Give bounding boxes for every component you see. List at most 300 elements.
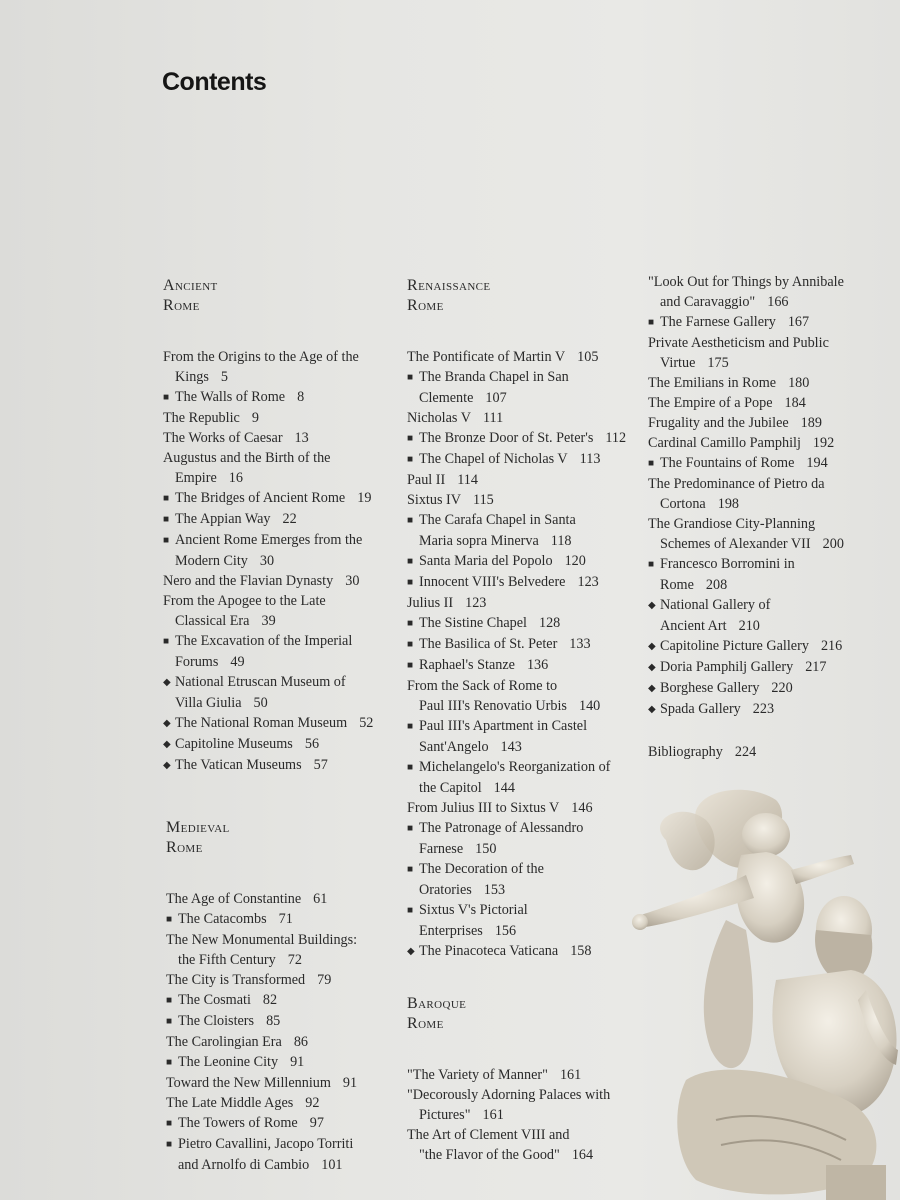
section-title-line: Ancient bbox=[163, 277, 218, 294]
toc-entry-line bbox=[166, 1052, 396, 1073]
toc-entry-text: The Chapel of Nicholas V bbox=[419, 451, 568, 467]
page-number: 161 bbox=[482, 1107, 504, 1123]
toc-entry-text: Pictures" bbox=[419, 1107, 471, 1123]
page-number: 217 bbox=[805, 659, 827, 675]
diamond-bullet-icon: ◆ bbox=[648, 683, 656, 694]
page-number: 61 bbox=[313, 891, 328, 907]
toc-entry-the-fountains-of-rome[interactable] bbox=[648, 453, 888, 474]
toc-entry-text: The Walls of Rome bbox=[175, 389, 286, 405]
toc-entry-text: National Etruscan Museum of bbox=[175, 674, 346, 690]
toc-entry-line bbox=[407, 593, 647, 613]
toc-entry-bibliography[interactable] bbox=[648, 742, 888, 762]
page-number: 140 bbox=[578, 698, 601, 714]
page-number: 5 bbox=[220, 369, 228, 385]
page-number: 19 bbox=[357, 490, 372, 506]
toc-entry-text: Toward the New Millennium bbox=[166, 1075, 331, 1091]
toc-entry-doria-pamphilj-gallery[interactable] bbox=[648, 657, 888, 678]
toc-entry-text: Ancient Art bbox=[660, 618, 727, 634]
square-bullet-icon: ■ bbox=[648, 317, 655, 328]
page-number: 79 bbox=[317, 972, 332, 988]
square-bullet-icon: ■ bbox=[166, 1057, 173, 1068]
toc-entry-the-patronage-of-alessandro[interactable] bbox=[407, 818, 647, 859]
toc-entry-line bbox=[648, 699, 888, 720]
toc-entry-from-the-sack-of-rome-to[interactable] bbox=[407, 676, 647, 716]
toc-entry-capitoline-picture-gallery[interactable] bbox=[648, 636, 888, 657]
toc-entry-line bbox=[407, 737, 647, 757]
toc-entry-line bbox=[648, 514, 888, 534]
page-number: 39 bbox=[261, 613, 276, 629]
toc-entry-text: From the Sack of Rome to bbox=[407, 678, 558, 694]
page-number: 175 bbox=[707, 355, 729, 371]
toc-entry-the-bridges-of-ancient-rome[interactable] bbox=[163, 488, 393, 509]
toc-entry-line bbox=[166, 1093, 396, 1113]
toc-entry-line bbox=[407, 696, 647, 716]
toc-entry-text: Julius II bbox=[407, 595, 454, 611]
toc-entry-text: the Capitol bbox=[419, 780, 482, 796]
toc-entry-text: Classical Era bbox=[175, 613, 250, 629]
toc-entry-santa-maria-del-popolo[interactable] bbox=[407, 551, 647, 572]
toc-entry-text: Modern City bbox=[175, 553, 248, 569]
diamond-bullet-icon: ◆ bbox=[163, 739, 171, 750]
toc-entry-text: The City is Transformed bbox=[166, 972, 306, 988]
toc-entry-text: The Bronze Door of St. Peter's bbox=[419, 430, 594, 446]
square-bullet-icon: ■ bbox=[407, 618, 414, 629]
toc-entry-line bbox=[407, 572, 647, 593]
square-bullet-icon: ■ bbox=[163, 392, 170, 403]
page-number: 156 bbox=[494, 923, 517, 939]
toc-entry-line bbox=[407, 859, 647, 880]
toc-entry-sixtus-v-s-pictorial[interactable] bbox=[407, 900, 647, 941]
toc-entry-line bbox=[648, 534, 888, 554]
toc-entry-line bbox=[163, 448, 393, 468]
toc-entry-decorously-adorning-palaces-with[interactable] bbox=[407, 1085, 647, 1125]
toc-entry-line bbox=[407, 490, 647, 510]
section-title-line: Rome bbox=[166, 839, 203, 856]
toc-entry-text: Raphael's Stanze bbox=[419, 657, 515, 673]
section-title-line: Rome bbox=[407, 297, 444, 314]
toc-entry-text: The Patronage of Alessandro bbox=[419, 820, 584, 836]
toc-entry-text: The Bridges of Ancient Rome bbox=[175, 490, 346, 506]
toc-entry-sixtus-iv[interactable] bbox=[407, 490, 647, 510]
toc-entry-text: Paul III's Renovatio Urbis bbox=[419, 698, 567, 714]
toc-entry-line bbox=[163, 591, 393, 611]
page-number: 220 bbox=[771, 680, 793, 696]
toc-entry-text: The Republic bbox=[163, 410, 240, 426]
page-number: 49 bbox=[230, 654, 245, 670]
page-number: 180 bbox=[788, 375, 810, 391]
toc-entry-line bbox=[648, 272, 888, 292]
toc-entry-line bbox=[648, 453, 888, 474]
diamond-bullet-icon: ◆ bbox=[407, 946, 415, 957]
toc-entry-text: The Sistine Chapel bbox=[419, 615, 527, 631]
toc-entry-line bbox=[166, 950, 396, 970]
section-title-line: Medieval bbox=[166, 819, 230, 836]
toc-entry-the-decoration-of-the[interactable] bbox=[407, 859, 647, 900]
toc-entry-borghese-gallery[interactable] bbox=[648, 678, 888, 699]
toc-entry-the-cosmati[interactable] bbox=[166, 990, 396, 1011]
section-title bbox=[407, 276, 647, 316]
square-bullet-icon: ■ bbox=[166, 1016, 173, 1027]
toc-entry-text: Cortona bbox=[660, 496, 706, 512]
page-number: 30 bbox=[259, 553, 275, 569]
square-bullet-icon: ■ bbox=[407, 823, 414, 834]
page-number: 86 bbox=[293, 1034, 309, 1050]
toc-entry-the-grandiose-city-planning[interactable] bbox=[648, 514, 888, 554]
toc-entry-the-walls-of-rome[interactable] bbox=[163, 387, 393, 408]
toc-entry-text: Rome bbox=[660, 577, 694, 593]
page-number: 143 bbox=[500, 739, 522, 755]
toc-entry-nero-and-the-flavian-dynasty[interactable] bbox=[163, 571, 393, 591]
toc-entry-line bbox=[163, 530, 393, 551]
toc-entry-text: The Predominance of Pietro da bbox=[648, 476, 825, 492]
toc-entry-line bbox=[407, 367, 647, 388]
toc-entry-private-aestheticism-and-public[interactable] bbox=[648, 333, 888, 373]
toc-entry-text: Frugality and the Jubilee bbox=[648, 415, 789, 431]
toc-entry-the-works-of-caesar[interactable] bbox=[163, 428, 393, 448]
toc-section-medieval-rome bbox=[166, 818, 396, 1175]
toc-entry-line bbox=[407, 510, 647, 531]
toc-entry-paul-iii-s-apartment-in-castel[interactable] bbox=[407, 716, 647, 757]
page-number: 85 bbox=[266, 1013, 281, 1029]
toc-entry-line bbox=[163, 367, 393, 387]
toc-entry-the-pontificate-of-martin-v[interactable] bbox=[407, 347, 647, 367]
toc-entry-line bbox=[407, 551, 647, 572]
page-number: 82 bbox=[262, 992, 278, 1008]
toc-entry-line bbox=[166, 1032, 396, 1052]
toc-entry-text: The Vatican Museums bbox=[175, 757, 302, 773]
page-number: 92 bbox=[305, 1095, 320, 1111]
square-bullet-icon: ■ bbox=[407, 433, 414, 444]
square-bullet-icon: ■ bbox=[407, 762, 414, 773]
page-number: 158 bbox=[570, 943, 592, 959]
toc-entry-text: Capitoline Picture Gallery bbox=[660, 638, 809, 654]
page-number: 164 bbox=[571, 1147, 594, 1163]
toc-entry-text: The Leonine City bbox=[178, 1054, 279, 1070]
toc-entry-line bbox=[407, 778, 647, 798]
toc-entry-the-age-of-constantine[interactable] bbox=[166, 889, 396, 909]
toc-entry-line bbox=[648, 333, 888, 353]
toc-entry-text: The Carolingian Era bbox=[166, 1034, 282, 1050]
toc-entry-the-emilians-in-rome[interactable] bbox=[648, 373, 888, 393]
toc-entry-line bbox=[407, 1125, 647, 1145]
toc-entry-line bbox=[648, 292, 888, 312]
toc-entry-line bbox=[407, 428, 647, 449]
toc-entry-line bbox=[648, 595, 888, 616]
toc-entry-text: Schemes of Alexander VII bbox=[660, 536, 811, 552]
page-number: 123 bbox=[465, 595, 487, 611]
page-number: 166 bbox=[767, 294, 789, 310]
toc-entry-ancient-rome-emerges-from-the[interactable] bbox=[163, 530, 393, 571]
toc-entry-line bbox=[163, 551, 393, 571]
toc-entry-text: Sant'Angelo bbox=[419, 739, 489, 755]
toc-entry-text: Clemente bbox=[419, 390, 474, 406]
marble-angel-statue-illustration bbox=[626, 780, 900, 1200]
section-title bbox=[166, 818, 396, 858]
toc-entry-text: The Cloisters bbox=[178, 1013, 255, 1029]
square-bullet-icon: ■ bbox=[407, 372, 414, 383]
toc-entry-line bbox=[163, 509, 393, 530]
page-number: 57 bbox=[313, 757, 328, 773]
toc-entry-cardinal-camillo-pamphilj[interactable] bbox=[648, 433, 888, 453]
toc-entry-text: Doria Pamphilj Gallery bbox=[660, 659, 794, 675]
toc-entry-line bbox=[648, 353, 888, 373]
page-number: 167 bbox=[787, 314, 810, 330]
toc-entry-the-farnese-gallery[interactable] bbox=[648, 312, 888, 333]
toc-entry-line bbox=[163, 611, 393, 631]
toc-entry-text: Ancient Rome Emerges from the bbox=[175, 532, 363, 548]
toc-entry-line bbox=[163, 468, 393, 488]
toc-entry-the-appian-way[interactable] bbox=[163, 509, 393, 530]
toc-entry-line bbox=[407, 388, 647, 408]
page-number: 153 bbox=[483, 882, 506, 898]
toc-entry-the-basilica-of-st-peter[interactable] bbox=[407, 634, 647, 655]
section-title-line: Rome bbox=[407, 1015, 444, 1032]
toc-entry-the-art-of-clement-viii-and[interactable] bbox=[407, 1125, 647, 1165]
page-number: 198 bbox=[717, 496, 739, 512]
toc-entry-toward-the-new-millennium[interactable] bbox=[166, 1073, 396, 1093]
toc-entry-the-carolingian-era[interactable] bbox=[166, 1032, 396, 1052]
toc-entry-raphael-s-stanze[interactable] bbox=[407, 655, 647, 676]
toc-entry-line bbox=[407, 655, 647, 676]
toc-entry-text: From Julius III to Sixtus V bbox=[407, 800, 560, 816]
diamond-bullet-icon: ◆ bbox=[163, 760, 171, 771]
toc-entry-text: The Empire of a Pope bbox=[648, 395, 773, 411]
toc-entry-the-towers-of-rome[interactable] bbox=[166, 1113, 396, 1134]
toc-entry-text: Michelangelo's Reorganization of bbox=[419, 759, 611, 775]
page-number: 105 bbox=[577, 349, 599, 365]
toc-entry-text: The Late Middle Ages bbox=[166, 1095, 294, 1111]
toc-entry-line bbox=[166, 1155, 396, 1175]
toc-entry-text: The New Monumental Buildings: bbox=[166, 932, 358, 948]
toc-entry-innocent-viii-s-belvedere[interactable] bbox=[407, 572, 647, 593]
toc-entry-line bbox=[407, 941, 647, 962]
square-bullet-icon: ■ bbox=[407, 721, 414, 732]
toc-entry-from-the-apogee-to-the-late[interactable] bbox=[163, 591, 393, 631]
toc-entry-text: The Cosmati bbox=[178, 992, 251, 1008]
page-number: 9 bbox=[251, 410, 259, 426]
page-number: 200 bbox=[822, 536, 844, 552]
toc-entry-text: Oratories bbox=[419, 882, 472, 898]
square-bullet-icon: ■ bbox=[163, 636, 170, 647]
toc-entry-the-pinacoteca-vaticana[interactable] bbox=[407, 941, 647, 962]
page-number: 216 bbox=[820, 638, 843, 654]
toc-entry-text: Cardinal Camillo Pamphilj bbox=[648, 435, 801, 451]
toc-entry-line bbox=[163, 755, 393, 776]
toc-entry-text: The Pinacoteca Vaticana bbox=[419, 943, 559, 959]
toc-entry-line bbox=[648, 575, 888, 595]
toc-entry-augustus-and-the-birth-of-the[interactable] bbox=[163, 448, 393, 488]
toc-entry-line bbox=[407, 347, 647, 367]
toc-entry-paul-ii[interactable] bbox=[407, 470, 647, 490]
page-number: 223 bbox=[752, 701, 775, 717]
toc-entry-text: Private Aestheticism and Public bbox=[648, 335, 829, 351]
toc-entry-national-etruscan-museum-of[interactable] bbox=[163, 672, 393, 713]
toc-entry-text: "Decorously Adorning Palaces with bbox=[407, 1087, 611, 1103]
page-number: 146 bbox=[571, 800, 593, 816]
toc-entry-text: Capitoline Museums bbox=[175, 736, 293, 752]
square-bullet-icon: ■ bbox=[407, 454, 414, 465]
toc-entry-line bbox=[648, 678, 888, 699]
toc-entry-line bbox=[407, 1065, 647, 1085]
toc-entry-the-branda-chapel-in-san[interactable] bbox=[407, 367, 647, 408]
toc-entry-the-national-roman-museum[interactable] bbox=[163, 713, 393, 734]
page-number: 136 bbox=[526, 657, 549, 673]
page-number: 71 bbox=[278, 911, 293, 927]
toc-entry-the-vatican-museums[interactable] bbox=[163, 755, 393, 776]
toc-entry-from-the-origins-to-the-age-of-the[interactable] bbox=[163, 347, 393, 387]
square-bullet-icon: ■ bbox=[407, 639, 414, 650]
toc-entry-line bbox=[648, 554, 888, 575]
toc-entry-text: The Pontificate of Martin V bbox=[407, 349, 566, 365]
toc-entry-line bbox=[648, 373, 888, 393]
toc-entry-line bbox=[163, 734, 393, 755]
page-number: 30 bbox=[345, 573, 360, 589]
toc-entry-line bbox=[407, 900, 647, 921]
toc-entry-line bbox=[163, 428, 393, 448]
toc-entry-text: Santa Maria del Popolo bbox=[419, 553, 553, 569]
toc-entry-julius-ii[interactable] bbox=[407, 593, 647, 613]
toc-entry-line bbox=[166, 1113, 396, 1134]
toc-entry-line bbox=[166, 990, 396, 1011]
toc-entry-nicholas-v[interactable] bbox=[407, 408, 647, 428]
toc-entry-text: The Decoration of the bbox=[419, 861, 544, 877]
toc-entry-the-excavation-of-the-imperial[interactable] bbox=[163, 631, 393, 672]
square-bullet-icon: ■ bbox=[166, 1118, 173, 1129]
toc-entry-the-late-middle-ages[interactable] bbox=[166, 1093, 396, 1113]
toc-entry-text: and Arnolfo di Cambio bbox=[178, 1157, 310, 1173]
page-number: 120 bbox=[564, 553, 586, 569]
toc-entry-text: The Excavation of the Imperial bbox=[175, 633, 353, 649]
toc-entry-the-city-is-transformed[interactable] bbox=[166, 970, 396, 990]
page-number: 133 bbox=[569, 636, 591, 652]
page-number: 22 bbox=[282, 511, 297, 527]
toc-entry-the-chapel-of-nicholas-v[interactable] bbox=[407, 449, 647, 470]
toc-entry-line bbox=[166, 930, 396, 950]
toc-entry-line bbox=[166, 889, 396, 909]
toc-entry-the-predominance-of-pietro-da[interactable] bbox=[648, 474, 888, 514]
toc-entry-text: Bibliography bbox=[648, 744, 723, 760]
toc-entry-spada-gallery[interactable] bbox=[648, 699, 888, 720]
toc-entry-the-republic[interactable] bbox=[163, 408, 393, 428]
toc-entry-francesco-borromini-in[interactable] bbox=[648, 554, 888, 595]
toc-entry-national-gallery-of[interactable] bbox=[648, 595, 888, 636]
toc-entry-text: The Emilians in Rome bbox=[648, 375, 777, 391]
toc-entry-text: The Basilica of St. Peter bbox=[419, 636, 558, 652]
square-bullet-icon: ■ bbox=[648, 559, 655, 570]
diamond-bullet-icon: ◆ bbox=[648, 600, 656, 611]
toc-entry-the-catacombs[interactable] bbox=[166, 909, 396, 930]
page-number: 56 bbox=[304, 736, 320, 752]
square-bullet-icon: ■ bbox=[163, 493, 170, 504]
toc-entry-text: The Art of Clement VIII and bbox=[407, 1127, 570, 1143]
square-bullet-icon: ■ bbox=[407, 905, 414, 916]
toc-entry-the-new-monumental-buildings[interactable] bbox=[166, 930, 396, 970]
page-number: 114 bbox=[457, 472, 478, 488]
toc-section-ancient-rome bbox=[163, 276, 393, 776]
toc-entry-look-out-for-things-by-annibale[interactable] bbox=[648, 272, 888, 312]
toc-entry-text: "Look Out for Things by Annibale bbox=[648, 274, 844, 290]
toc-entry-line bbox=[407, 634, 647, 655]
toc-entry-text: Sixtus V's Pictorial bbox=[419, 902, 528, 918]
toc-entry-line bbox=[648, 312, 888, 333]
toc-entry-pietro-cavallini-jacopo-torriti[interactable] bbox=[166, 1134, 396, 1175]
toc-entry-the-empire-of-a-pope[interactable] bbox=[648, 393, 888, 413]
page-number: 208 bbox=[705, 577, 728, 593]
toc-entry-line bbox=[648, 474, 888, 494]
toc-entry-line bbox=[163, 347, 393, 367]
toc-entry-text: The Age of Constantine bbox=[166, 891, 302, 907]
page-number: 210 bbox=[738, 618, 760, 634]
square-bullet-icon: ■ bbox=[407, 864, 414, 875]
page-number: 13 bbox=[294, 430, 309, 446]
square-bullet-icon: ■ bbox=[163, 514, 170, 525]
toc-entry-the-variety-of-manner[interactable] bbox=[407, 1065, 647, 1085]
page-number: 189 bbox=[800, 415, 822, 431]
toc-entry-the-leonine-city[interactable] bbox=[166, 1052, 396, 1073]
page-number: 128 bbox=[538, 615, 561, 631]
diamond-bullet-icon: ◆ bbox=[648, 641, 656, 652]
toc-entry-the-carafa-chapel-in-santa[interactable] bbox=[407, 510, 647, 551]
page-number: 192 bbox=[812, 435, 835, 451]
toc-entry-michelangelo-s-reorganization-of[interactable] bbox=[407, 757, 647, 798]
toc-entry-text: The Grandiose City-Planning bbox=[648, 516, 816, 532]
toc-entry-line bbox=[163, 571, 393, 591]
page-number: 144 bbox=[493, 780, 515, 796]
toc-entry-line bbox=[648, 393, 888, 413]
toc-entry-text: The Catacombs bbox=[178, 911, 267, 927]
toc-entry-line bbox=[163, 652, 393, 672]
toc-entry-line bbox=[163, 488, 393, 509]
toc-entry-from-julius-iii-to-sixtus-v[interactable] bbox=[407, 798, 647, 818]
toc-entry-text: Villa Giulia bbox=[175, 695, 242, 711]
page-number: 115 bbox=[473, 492, 494, 508]
page-number: 101 bbox=[321, 1157, 343, 1173]
spacer bbox=[648, 720, 888, 742]
toc-entry-line bbox=[166, 1134, 396, 1155]
toc-entry-line bbox=[163, 713, 393, 734]
toc-section-baroque-rome bbox=[407, 994, 647, 1165]
toc-entry-line bbox=[407, 921, 647, 941]
toc-entry-line bbox=[407, 449, 647, 470]
toc-entry-line bbox=[407, 1105, 647, 1125]
toc-entry-text: "The Variety of Manner" bbox=[407, 1067, 548, 1083]
toc-entry-line bbox=[407, 839, 647, 859]
toc-entry-text: The Farnese Gallery bbox=[660, 314, 776, 330]
toc-entry-the-cloisters[interactable] bbox=[166, 1011, 396, 1032]
page-title: Contents bbox=[162, 68, 267, 96]
toc-entry-text: The Works of Caesar bbox=[163, 430, 283, 446]
toc-entry-text: Farnese bbox=[419, 841, 464, 857]
toc-entry-text: Sixtus IV bbox=[407, 492, 461, 508]
toc-entry-the-bronze-door-of-st-peter-s[interactable] bbox=[407, 428, 647, 449]
toc-entry-frugality-and-the-jubilee[interactable] bbox=[648, 413, 888, 433]
page-number: 224 bbox=[734, 744, 757, 760]
toc-entry-line bbox=[648, 413, 888, 433]
page-number: 111 bbox=[482, 410, 504, 426]
toc-entry-text: The Fountains of Rome bbox=[660, 455, 795, 471]
toc-entry-text: The Carafa Chapel in Santa bbox=[419, 512, 576, 528]
toc-entry-text: The Branda Chapel in San bbox=[419, 369, 569, 385]
toc-entry-line bbox=[407, 531, 647, 551]
toc-entry-line bbox=[166, 909, 396, 930]
square-bullet-icon: ■ bbox=[407, 515, 414, 526]
toc-entry-capitoline-museums[interactable] bbox=[163, 734, 393, 755]
toc-entry-text: Nero and the Flavian Dynasty bbox=[163, 573, 334, 589]
page-number: 112 bbox=[605, 430, 627, 446]
toc-entry-the-sistine-chapel[interactable] bbox=[407, 613, 647, 634]
toc-entry-text: the Fifth Century bbox=[178, 952, 276, 968]
square-bullet-icon: ■ bbox=[166, 995, 173, 1006]
